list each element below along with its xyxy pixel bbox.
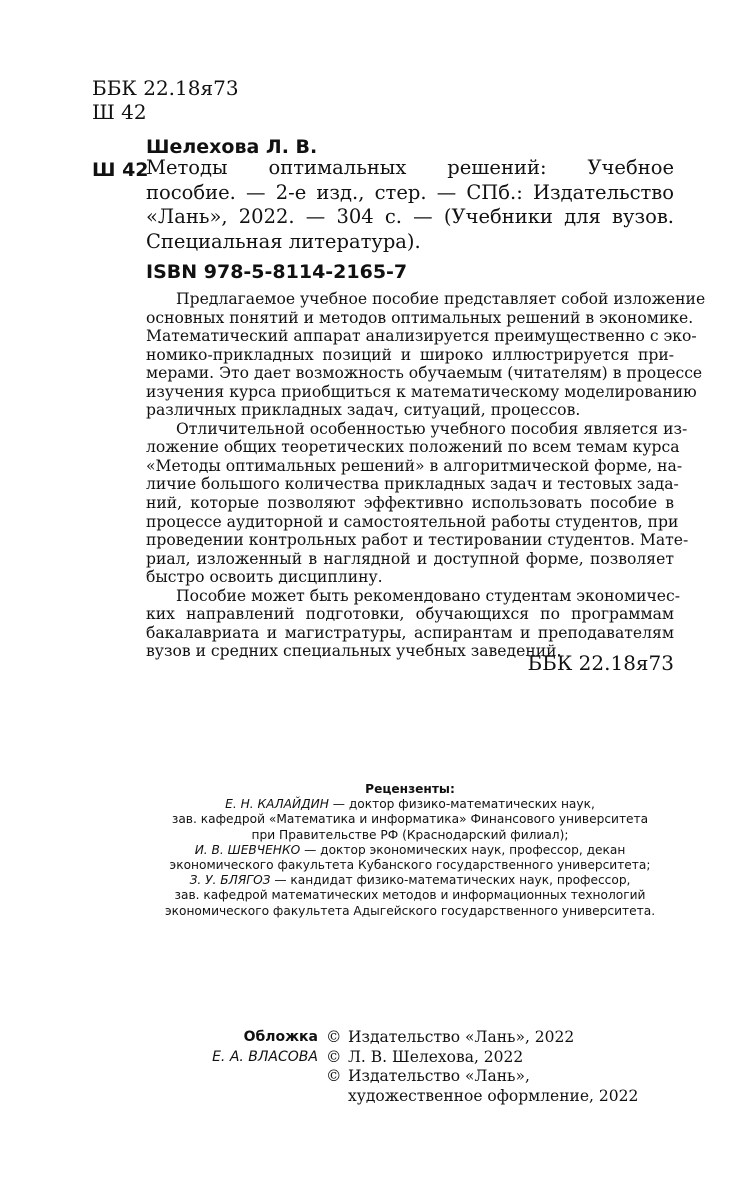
copyright-credits xyxy=(170,1028,670,1106)
abstract-line: риал, изложенный в наглядной и доступной форме, позволяет xyxy=(146,549,674,568)
reviewers-block xyxy=(100,782,720,919)
credit-row xyxy=(170,1048,670,1068)
copyright-icon: © xyxy=(326,1028,342,1046)
credit-row xyxy=(170,1028,670,1048)
reviewer-desc-line: зав. кафедрой математических методов и информационных технологий xyxy=(174,888,646,903)
cover-label: Обложка xyxy=(243,1029,318,1045)
abstract-line: вузов и средних специальных учебных заведений. xyxy=(146,642,562,661)
bbk-classification-bottom: ББК 22.18я73 xyxy=(527,651,674,675)
reviewers-title: Рецензенты: xyxy=(365,782,455,796)
abstract-line: Математический аппарат анализируется преимущественно с эко- xyxy=(146,327,697,346)
isbn: ISBN 978-5-8114-2165-7 xyxy=(146,261,408,283)
abstract-line: быстро освоить дисциплину. xyxy=(146,568,383,587)
biblio-line: Специальная литература). xyxy=(146,229,421,253)
abstract-line: ложение общих теоретических положений по всем темам курса xyxy=(146,438,680,457)
cover-designer: Е. А. ВЛАСОВА xyxy=(212,1048,318,1065)
abstract-line: мерами. Это дает возможность обучаемым (читателям) в процессе xyxy=(146,364,703,383)
copyright-icon: © xyxy=(326,1047,342,1066)
copyright-line-2: художественное оформление, 2022 xyxy=(348,1086,639,1105)
reviewer-desc: — доктор физико-математических наук, xyxy=(328,797,595,812)
reviewer-1 xyxy=(100,797,720,812)
copyright-line: Л. В. Шелехова, 2022 xyxy=(348,1047,524,1066)
abstract-line: проведении контрольных работ и тестировании студентов. Мате- xyxy=(146,531,689,550)
copyright-icon: © xyxy=(326,1067,342,1085)
bibliographic-description xyxy=(146,156,674,254)
reviewer-desc-line: экономического факультета Адыгейского государственного университета. xyxy=(164,903,656,918)
bbk-classification: ББК 22.18я73 xyxy=(92,76,239,100)
reviewer-name: З. У. БЛЯГОЗ xyxy=(189,873,271,888)
copyright-line: Издательство «Лань», 2022 xyxy=(348,1028,575,1046)
reviewer-name: И. В. ШЕВЧЕНКО xyxy=(194,842,301,857)
reviewer-name: Е. Н. КАЛАЙДИН xyxy=(225,797,329,812)
reviewer-desc-line: при Правительстве РФ (Краснодарский филиал); xyxy=(251,827,569,842)
reviewer-2 xyxy=(100,843,720,858)
abstract-line: изучения курса приобщиться к математическому моделированию xyxy=(146,382,697,401)
biblio-line: «Лань», 2022. — 304 с. — (Учебники для вузов. xyxy=(146,205,674,228)
abstract-line: ких направлений подготовки, обучающихся по программам xyxy=(146,605,674,624)
copyright-line-1: Издательство «Лань», xyxy=(348,1067,530,1085)
abstract-line: личие большого количества прикладных задач и тестовых зада- xyxy=(146,475,679,494)
abstract xyxy=(146,290,706,661)
abstract-line: основных понятий и методов оптимальных решений в экономике. xyxy=(146,308,694,327)
copyright-line xyxy=(348,1067,670,1106)
reviewer-desc: — кандидат физико-математических наук, профессор, xyxy=(270,873,631,888)
abstract-line: ний, которые позволяют эффективно использовать пособие в xyxy=(146,494,674,513)
abstract-line: процессе аудиторной и самостоятельной работы студентов, при xyxy=(146,512,679,531)
author-name: Шелехова Л. В. xyxy=(146,136,318,158)
abstract-line: номико-прикладных позиций и широко иллюстрируется при- xyxy=(146,345,674,364)
abstract-line: «Методы оптимальных решений» в алгоритмической форме, на- xyxy=(146,456,683,475)
abstract-line: Пособие может быть рекомендовано студентам экономичес- xyxy=(176,586,681,605)
abstract-line: бакалавриата и магистратуры, аспирантам и преподавателям xyxy=(146,623,674,642)
author-code-inline: Ш 42 xyxy=(92,159,149,181)
abstract-line: Отличительной особенностью учебного пособия является из- xyxy=(176,419,688,438)
reviewer-desc-line: экономического факультета Кубанского государственного университета; xyxy=(169,858,651,873)
credit-spacer xyxy=(170,1067,326,1106)
abstract-line: Предлагаемое учебное пособие представляет собой изложение xyxy=(176,290,706,308)
abstract-line: различных прикладных задач, ситуаций, процессов. xyxy=(146,401,581,420)
credit-row xyxy=(170,1067,670,1106)
reviewer-desc-line: зав. кафедрой «Математика и информатика» Финансового университета xyxy=(171,812,649,827)
biblio-line: пособие. — 2-е изд., стер. — СПб.: Издательство xyxy=(146,180,674,204)
reviewer-3 xyxy=(100,873,720,888)
biblio-line: Методы оптимальных решений: Учебное xyxy=(146,156,674,179)
reviewer-desc: — доктор экономических наук, профессор, декан xyxy=(300,842,626,857)
author-code: Ш 42 xyxy=(92,100,147,124)
